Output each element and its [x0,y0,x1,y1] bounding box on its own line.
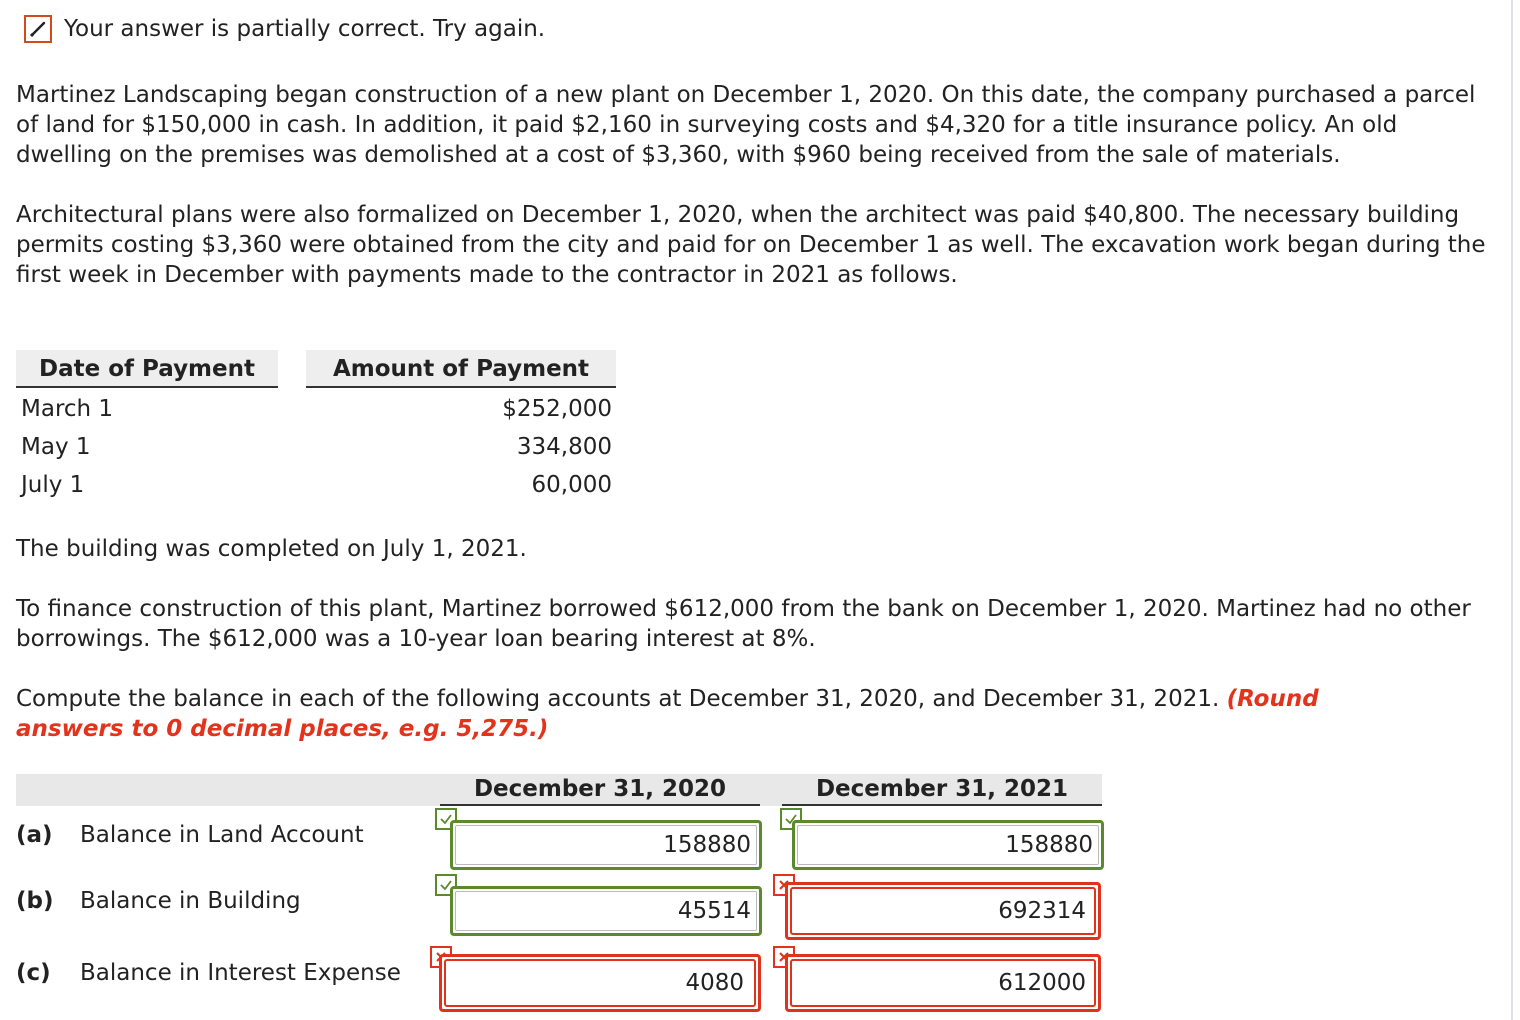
row-letter: (c) [16,960,51,986]
answer-input-land-2021[interactable] [792,820,1104,870]
answer-value[interactable]: 158880 [663,832,751,858]
status-message: Your answer is partially correct. Try again. [64,16,546,42]
payment-amount-cell: 334,800 [516,434,612,460]
problem-paragraph-3: The building was completed on July 1, 2021. [16,536,527,562]
answer-value[interactable]: 45514 [677,898,751,924]
row-letter: (a) [16,822,53,848]
problem-paragraph-4: To finance construction of this plant, Martinez borrowed $612,000 from the bank on December 1, 2020. Martinez had no other borrowings. The $612,000 was a 10-year loan bearing interest at 8%. [16,596,1471,652]
payment-amount-cell: $252,000 [502,396,612,422]
answer-value[interactable]: 158880 [1005,832,1093,858]
payment-date-header: Date of Payment [16,350,278,388]
row-letter: (b) [16,888,54,914]
instruction-text [16,684,1416,744]
row-label-interest [16,958,401,988]
right-divider [1511,0,1513,1020]
payment-amount-header: Amount of Payment [306,350,616,388]
status-banner [24,12,545,46]
row-label-text: Balance in Interest Expense [80,960,401,986]
row-label-building [16,886,301,916]
column-header-2021: December 31, 2021 [782,774,1102,806]
answer-input-land-2020[interactable] [450,820,762,870]
payment-date-cell: May 1 [21,434,91,460]
row-label-text: Balance in Building [80,888,301,914]
row-label-land [16,820,364,850]
answer-input-interest-2021[interactable] [785,954,1101,1012]
answer-input-building-2020[interactable] [450,886,762,936]
problem-paragraph-2: Architectural plans were also formalized on December 1, 2020, when the architect was paid $40,800. The necessary building permits costing $3,360 were obtained from the city and paid for on December 1 as well. The excavation work began during the first week in December with payments made to the contractor in 2021 as follows. [16,202,1486,288]
pencil-icon [24,15,52,43]
answer-value[interactable]: 612000 [998,970,1086,996]
answer-value[interactable]: 4080 [685,970,744,996]
instruction-main: Compute the balance in each of the following accounts at December 31, 2020, and December 31, 2021. [16,686,1220,712]
column-header-2020: December 31, 2020 [440,774,760,806]
answer-input-interest-2020[interactable] [439,954,761,1012]
payment-amount-cell: 60,000 [531,472,612,498]
instruction-rounding-note: (Round answers to 0 decimal places, e.g. 5,275.) [16,686,1319,742]
answer-input-building-2021[interactable] [785,882,1101,940]
payment-date-cell: July 1 [21,472,85,498]
row-label-text: Balance in Land Account [80,822,364,848]
problem-paragraph-1: Martinez Landscaping began construction of a new plant on December 1, 2020. On this date, the company purchased a parcel of land for $150,000 in cash. In addition, it paid $2,160 in surveying costs and $4,320 for a title insurance policy. An old dwelling on the premises was demolished at a cost of $3,360, with $960 being received from the sale of materials. [16,82,1476,168]
payment-date-cell: March 1 [21,396,114,422]
answer-value[interactable]: 692314 [998,898,1086,924]
